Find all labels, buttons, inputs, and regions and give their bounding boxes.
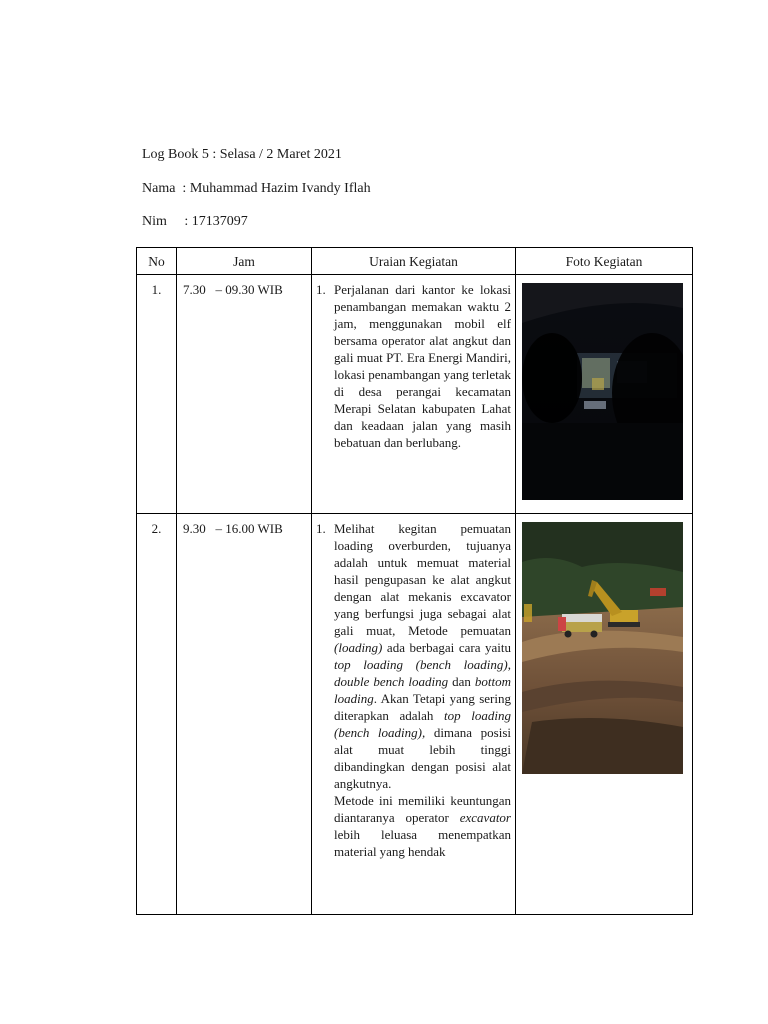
activity-table bbox=[136, 247, 693, 915]
column-header-jam: Jam bbox=[177, 248, 312, 275]
column-header-foto: Foto Kegiatan bbox=[516, 248, 693, 275]
table-header-row bbox=[137, 248, 693, 275]
row-time: 9.30 – 16.00 WIB bbox=[177, 514, 312, 915]
column-header-uraian: Uraian Kegiatan bbox=[312, 248, 516, 275]
row-number: 2. bbox=[137, 514, 177, 915]
column-header-no: No bbox=[137, 248, 177, 275]
text-segment: Metode ini memiliki keuntungan diantaranya operator bbox=[334, 793, 511, 825]
student-nim: Nim : 17137097 bbox=[142, 214, 248, 229]
row-photo bbox=[516, 514, 693, 915]
row-description bbox=[312, 275, 516, 514]
text-segment: , bbox=[507, 657, 511, 672]
text-segment: dimana posisi alat muat lebih tinggi dibandingkan dengan posisi alat angkutnya. bbox=[334, 725, 511, 791]
description-text bbox=[334, 520, 511, 860]
row-number: 1. bbox=[137, 275, 177, 514]
table-row bbox=[137, 275, 693, 514]
list-number: 1. bbox=[316, 282, 326, 297]
italic-term: double bench loading bbox=[334, 674, 449, 689]
row-description bbox=[312, 514, 516, 915]
italic-term: excavator bbox=[459, 810, 511, 825]
list-number: 1. bbox=[316, 521, 326, 536]
text-segment: lebih leluasa menempatkan material yang hendak bbox=[334, 827, 511, 859]
italic-term: bottom loading bbox=[334, 674, 511, 706]
car-interior-photo bbox=[522, 283, 683, 500]
description-text: Perjalanan dari kantor ke lokasi penambangan memakan waktu 2 jam, menggunakan mobil elf bersama operator alat angkut dan gali muat PT. Era Energi Mandiri, lokasi penambangan yang terletak di desa perangai kecamatan Merapi Selatan kabupaten Lahat dan keadaan jalan yang masih bebatuan dan berlubang. bbox=[334, 282, 511, 450]
logbook-title: Log Book 5 : Selasa / 2 Maret 2021 bbox=[142, 147, 342, 162]
italic-term: (loading) bbox=[334, 640, 383, 655]
table-row bbox=[137, 514, 693, 915]
row-photo bbox=[516, 275, 693, 514]
text-segment: ada berbagai cara yaitu bbox=[382, 640, 511, 655]
italic-term: top loading (bench loading), bbox=[334, 708, 511, 740]
italic-term: top loading (bench loading) bbox=[334, 657, 508, 672]
text-segment: dan bbox=[448, 674, 475, 689]
text-segment: . Akan Tetapi yang sering diterapkan adalah bbox=[334, 691, 511, 723]
row-time: 7.30 – 09.30 WIB bbox=[177, 275, 312, 514]
text-segment: Melihat kegitan pemuatan loading overburden, tujuanya adalah untuk memuat material hasil pengupasan ke alat angkut dengan alat mekanis excavator yang berfungsi juga sebagai alat gali muat, Metode pemuatan bbox=[334, 521, 511, 638]
excavator-loading-photo bbox=[522, 522, 683, 774]
student-name: Nama : Muhammad Hazim Ivandy Iflah bbox=[142, 181, 371, 196]
